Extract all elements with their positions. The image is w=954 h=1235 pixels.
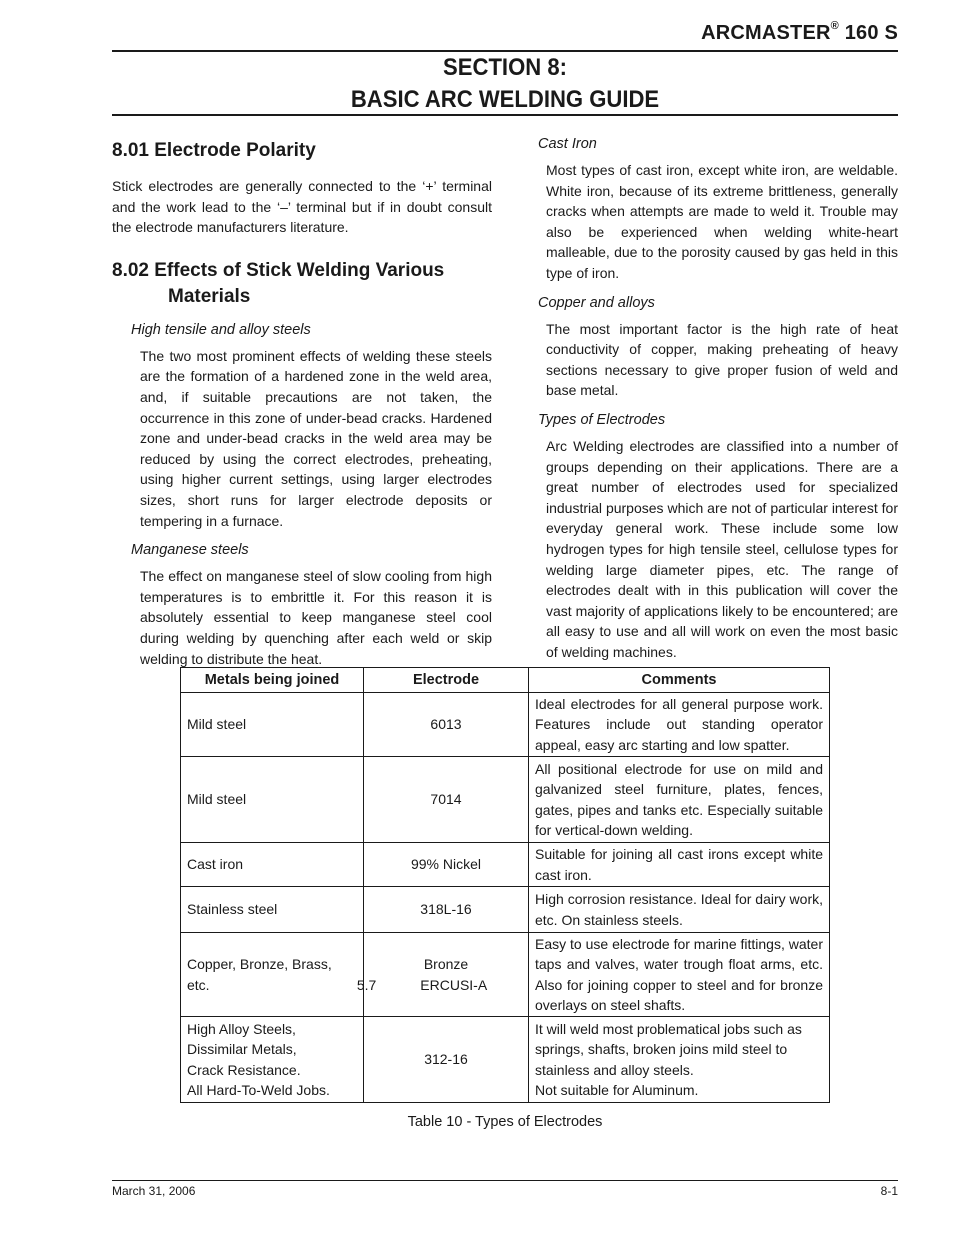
brand-model: 160 S xyxy=(844,22,898,44)
electrode-code xyxy=(322,975,522,996)
electrode-code-b: ERCUSI-A xyxy=(420,976,488,993)
para-electrode-polarity: Stick electrodes are generally connected to the ‘+’ terminal and the work lead to the ‘–’ terminal but if in doubt consult the electrode manufacturers literature. xyxy=(112,178,492,236)
cell-electrode xyxy=(356,933,529,1017)
cell-metal: Cast iron xyxy=(181,843,364,887)
cell-comment: All positional electrode for use on mild and galvanized steel furniture, plates, fences, gates, pipes and tanks etc. Especially suitable for vertical-down welding. xyxy=(529,757,830,843)
cell-metal: Stainless steel xyxy=(181,887,364,933)
section-title xyxy=(143,52,866,116)
cell-electrode: 318L-16 xyxy=(364,887,529,933)
cell-comment: Ideal electrodes for all general purpose work. Features include out standing operator appeal, easy arc starting and low spatter. xyxy=(529,693,830,757)
heading-electrode-polarity: 8.01 Electrode Polarity xyxy=(112,140,316,161)
electrode-bronze: Bronze xyxy=(423,956,469,972)
table-caption: Table 10 - Types of Electrodes xyxy=(407,1114,603,1130)
cell-electrode: 6013 xyxy=(364,693,529,757)
para-cast-iron: Most types of cast iron, except white iron, are weldable. White iron, because of its extreme brittleness, generally cracks when attempts are made to weld it. Trouble may also be experienced when welding white-heart malleable, due to the porosity caused by gas held in this type of iron. xyxy=(546,162,898,281)
heading-802-line1: 8.02 Effects of Stick Welding Various xyxy=(112,259,445,281)
metal-line: Crack Resistance. xyxy=(187,1061,301,1078)
heading-effects-stick-welding xyxy=(112,258,492,310)
table-row xyxy=(181,843,830,887)
comment-line: It will weld most problematical jobs such as springs, shafts, broken joins mild steel to stainless and alloy steels. xyxy=(535,1020,802,1078)
metal-line: Dissimilar Metals, xyxy=(187,1041,297,1057)
col-header-metals: Metals being joined xyxy=(181,668,364,693)
section-number: SECTION 8: xyxy=(443,54,567,81)
registered-mark: ® xyxy=(830,20,839,33)
footer-rule xyxy=(112,1180,898,1181)
footer-page-number: 8-1 xyxy=(880,1184,898,1198)
table-header-row xyxy=(181,668,830,693)
para-manganese: The effect on manganese steel of slow cooling from high temperatures is to embrittle it. For this reason it is absolutely essential to keep manganese steel cool during welding by quenching after each weld or skip welding to distribute the heat. xyxy=(140,568,492,667)
subheading-copper: Copper and alloys xyxy=(538,294,655,311)
header-rule-bottom xyxy=(112,114,898,116)
comment-line: Not suitable for Aluminum. xyxy=(535,1082,699,1098)
document-brand xyxy=(701,22,898,45)
subheading-types-electrodes: Types of Electrodes xyxy=(538,411,666,428)
metal-line: All Hard-To-Weld Jobs. xyxy=(187,1082,330,1098)
cell-electrode: 99% Nickel xyxy=(364,843,529,887)
footer-date: March 31, 2006 xyxy=(112,1184,196,1198)
cell-metal: Mild steel xyxy=(181,757,364,843)
electrode-code-a: 5.7 xyxy=(356,976,377,993)
left-column xyxy=(112,134,492,669)
para-high-tensile: The two most prominent effects of welding these steels are the formation of a hardened zone in the weld area, and, if suitable precautions are not taken, the occurrence in this zone of under-bead cracks. Hardened zone and under-bead cracks in the weld area may be reduced by using the correct electrodes, preheating, using higher current settings, using larger electrodes sizes, short runs for larger electrode deposits or tempering in a furnace. xyxy=(140,347,492,529)
table-row xyxy=(181,887,830,933)
heading-802-line2: Materials xyxy=(168,285,251,307)
cell-comment: Suitable for joining all cast irons except white cast iron. xyxy=(529,843,830,887)
section-name: BASIC ARC WELDING GUIDE xyxy=(350,86,660,113)
brand-name: ARCMASTER xyxy=(701,22,831,44)
col-header-comments: Comments xyxy=(529,668,830,693)
electrode-table xyxy=(180,667,830,1103)
table-row xyxy=(181,933,830,1017)
col-header-electrode: Electrode xyxy=(364,668,529,693)
right-column xyxy=(538,134,898,662)
cell-metal: Copper, Bronze, Brass, etc. xyxy=(181,933,364,1017)
cell-comment: High corrosion resistance. Ideal for dairy work, etc. On stainless steels. xyxy=(529,887,830,933)
subheading-cast-iron: Cast Iron xyxy=(538,136,597,152)
table-row xyxy=(181,693,830,757)
cell-comment xyxy=(529,1017,830,1103)
cell-electrode: 7014 xyxy=(364,757,529,843)
para-copper: The most important factor is the high rate of heat conductivity of copper, making preheating of heavy sections necessary to give proper fusion of weld and base metal. xyxy=(546,320,898,399)
table-row xyxy=(181,1017,830,1103)
cell-comment: Easy to use electrode for marine fittings, water taps and valves, water trough float arms, etc. Also for joining copper to steel and for bronze overlays on steel shafts. xyxy=(529,933,830,1017)
subheading-manganese: Manganese steels xyxy=(131,542,249,559)
subheading-high-tensile: High tensile and alloy steels xyxy=(131,321,311,338)
metal-line: High Alloy Steels, xyxy=(187,1020,296,1037)
cell-metal: Mild steel xyxy=(181,693,364,757)
table-row xyxy=(181,757,830,843)
cell-metal xyxy=(181,1017,364,1103)
para-types-electrodes: Arc Welding electrodes are classified into a number of groups depending on their applications. There are a great number of electrodes used for specialized industrial purposes which are not of particular interest for everyday general work. These include some low hydrogen types for high tensile steel, cellulose types for welding large diameter pipes, etc. The range of electrodes dealt with in this publication will cover the vast majority of applications likely to be encountered; are all easy to use and all will work on even the most basic of welding machines. xyxy=(546,437,898,660)
cell-electrode: 312-16 xyxy=(364,1017,529,1103)
